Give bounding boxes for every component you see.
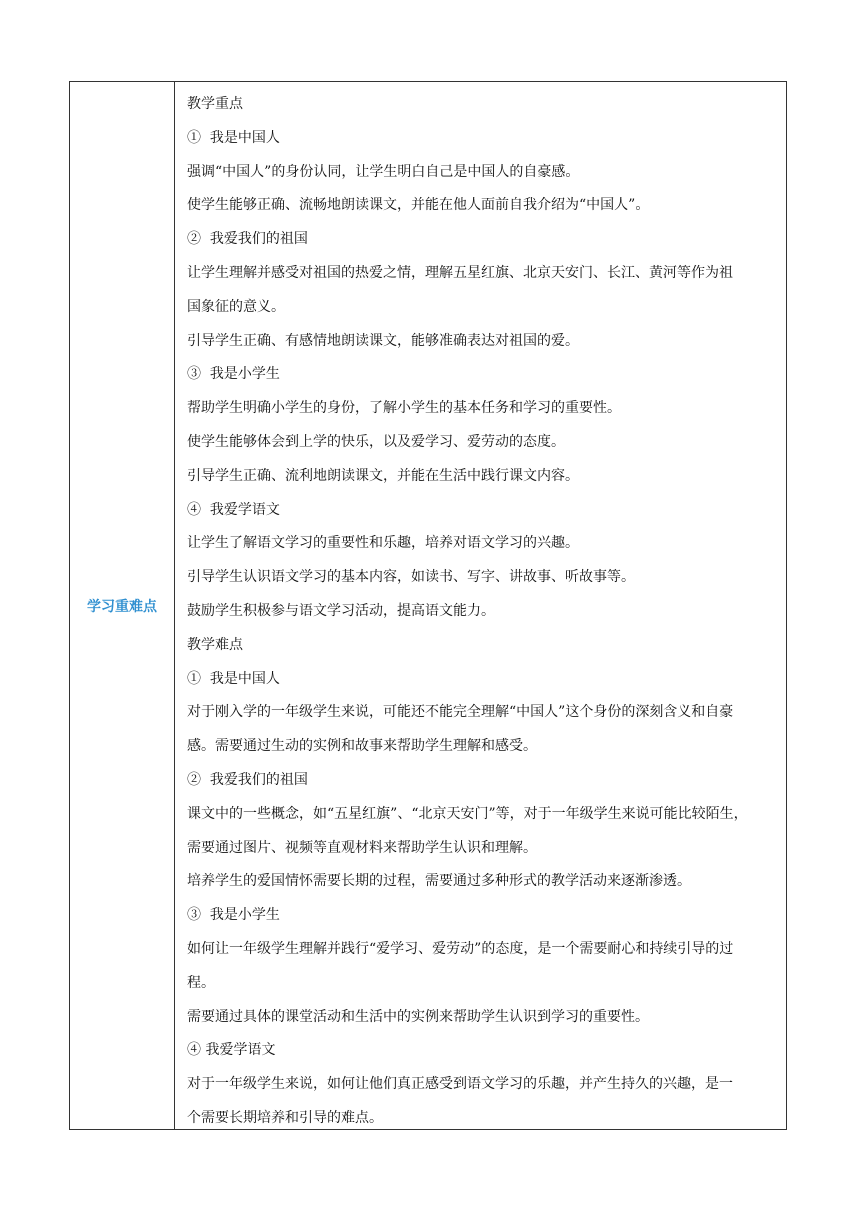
text-line: 使学生能够体会到上学的快乐，以及爱学习、爱劳动的态度。	[187, 433, 565, 450]
text-line: 如何让一年级学生理解并践行“爱学习、爱劳动”的态度，是一个需要耐心和持续引导的过	[187, 940, 734, 957]
topic-title: ① 我是中国人	[187, 129, 280, 146]
topic-title: ① 我是中国人	[187, 670, 280, 687]
text-line: 程。	[187, 974, 215, 991]
text-line: 鼓励学生积极参与语文学习活动，提高语文能力。	[187, 602, 495, 619]
text-line: 帮助学生明确小学生的身份，了解小学生的基本任务和学习的重要性。	[187, 400, 621, 417]
topic-title: ③ 我是小学生	[187, 366, 280, 383]
text-line: 个需要长期培养和引导的难点。	[187, 1109, 383, 1126]
lesson-table	[69, 81, 787, 1130]
section-heading-difficulties: 教学难点	[187, 636, 243, 653]
content-cell	[175, 82, 786, 1129]
text-line: 国象征的意义。	[187, 298, 285, 315]
text-line: 课文中的一些概念，如“五星红旗”、“北京天安门”等，对于一年级学生来说可能比较陌生，	[187, 805, 748, 822]
topic-title: ④ 我爱学语文	[187, 1042, 276, 1059]
text-line: 引导学生正确、有感情地朗读课文，能够准确表达对祖国的爱。	[187, 332, 579, 349]
topic-title: ② 我爱我们的祖国	[187, 771, 308, 788]
text-line: 对于刚入学的一年级学生来说，可能还不能完全理解“中国人”这个身份的深刻含义和自豪	[187, 704, 734, 721]
text-line: 让学生了解语文学习的重要性和乐趣，培养对语文学习的兴趣。	[187, 535, 579, 552]
text-line: 培养学生的爱国情怀需要长期的过程，需要通过多种形式的教学活动来逐渐渗透。	[187, 873, 691, 890]
text-line: 需要通过具体的课堂活动和生活中的实例来帮助学生认识到学习的重要性。	[187, 1008, 649, 1025]
text-line: 需要通过图片、视频等直观材料来帮助学生认识和理解。	[187, 839, 537, 856]
text-line: 让学生理解并感受对祖国的热爱之情，理解五星红旗、北京天安门、长江、黄河等作为祖	[187, 264, 733, 281]
section-label-cell	[70, 82, 175, 1129]
section-label: 学习重难点	[87, 598, 157, 615]
text-line: 对于一年级学生来说，如何让他们真正感受到语文学习的乐趣，并产生持久的兴趣，是一	[187, 1076, 733, 1093]
text-line: 引导学生正确、流利地朗读课文，并能在生活中践行课文内容。	[187, 467, 579, 484]
topic-title: ② 我爱我们的祖国	[187, 231, 308, 248]
text-line: 感。需要通过生动的实例和故事来帮助学生理解和感受。	[187, 738, 537, 755]
text-line: 引导学生认识语文学习的基本内容，如读书、写字、讲故事、听故事等。	[187, 569, 635, 586]
topic-title: ③ 我是小学生	[187, 907, 280, 924]
text-line: 强调“中国人”的身份认同，让学生明白自己是中国人的自豪感。	[187, 163, 580, 180]
text-line: 使学生能够正确、流畅地朗读课文，并能在他人面前自我介绍为“中国人”。	[187, 197, 650, 214]
section-heading-key-points: 教学重点	[187, 96, 243, 112]
topic-title: ④ 我爱学语文	[187, 501, 280, 518]
